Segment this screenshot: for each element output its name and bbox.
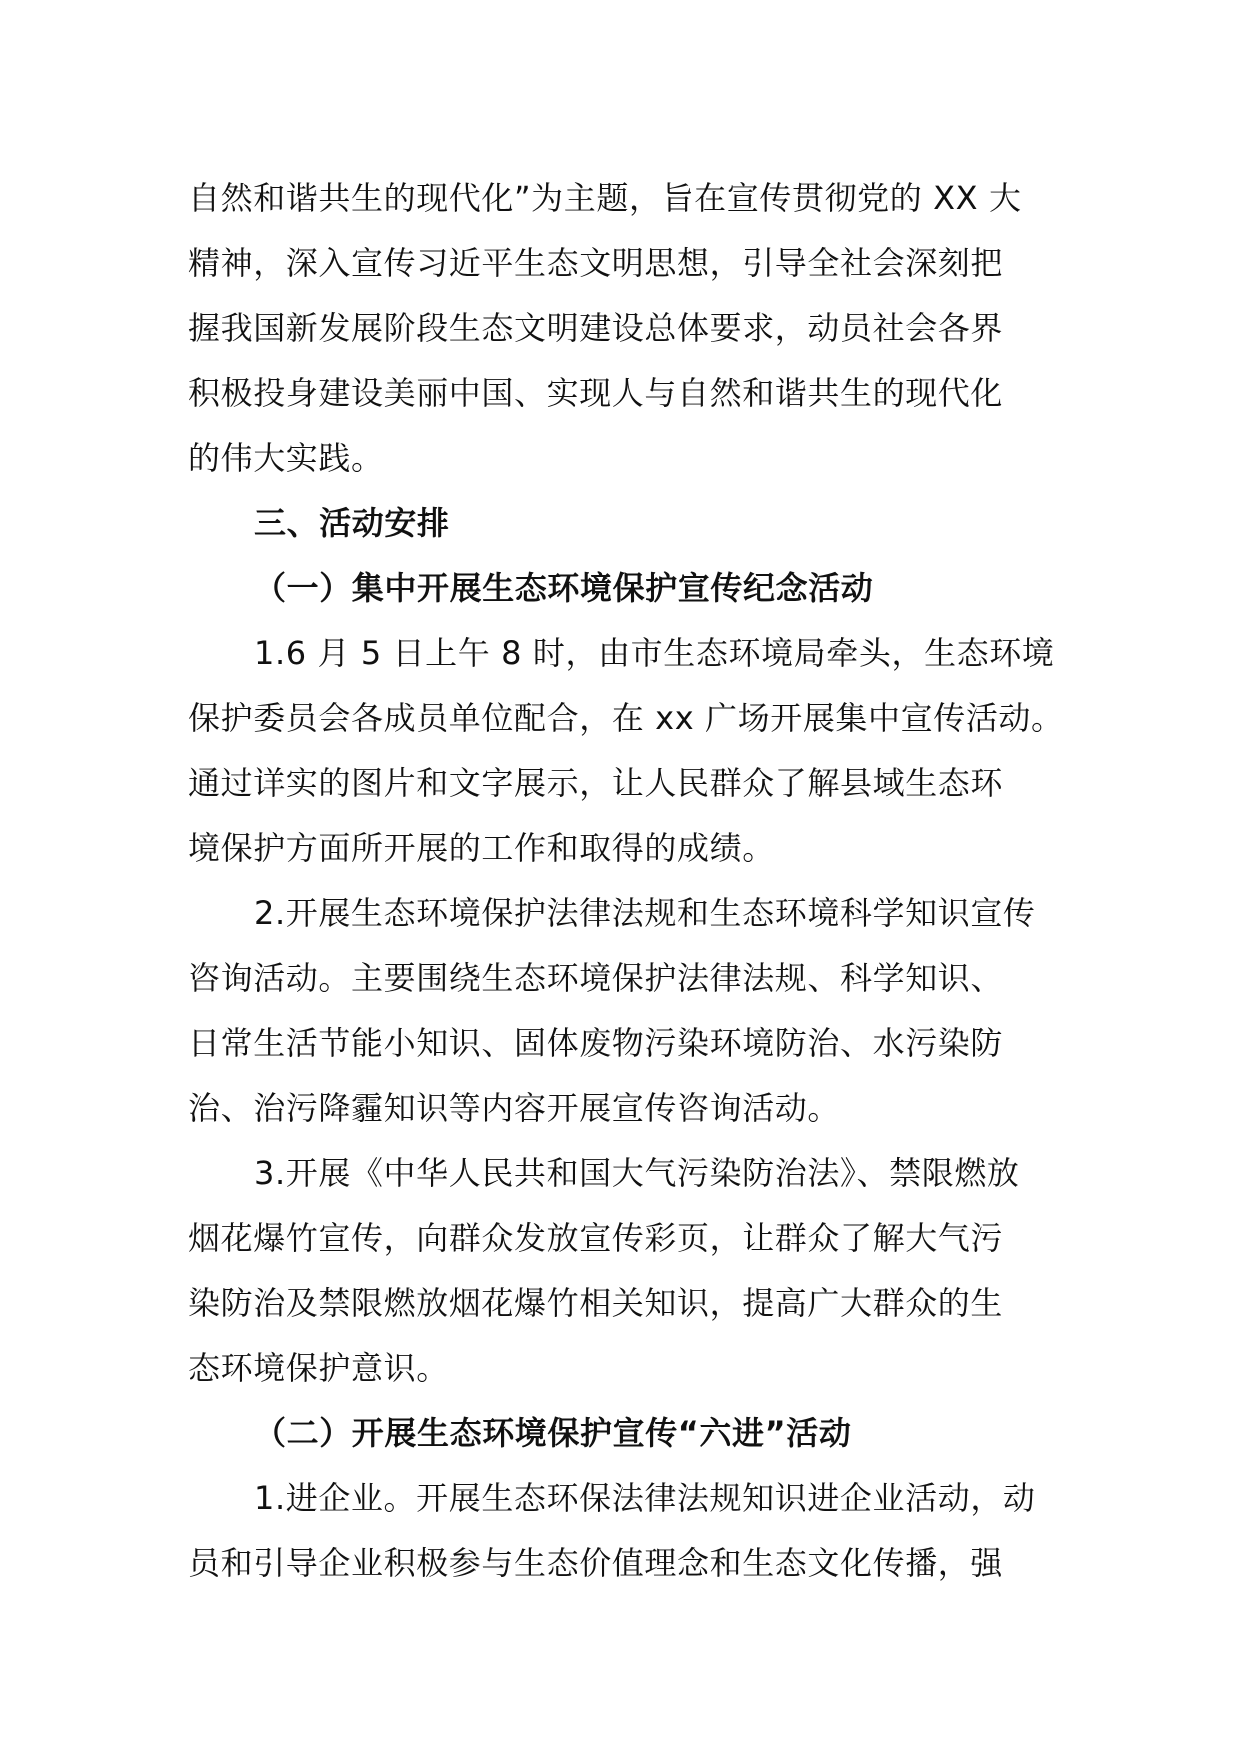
- paragraph-line: 通过详实的图片和文字展示，让人民群众了解县域生态环: [188, 764, 1004, 802]
- paragraph-line: 1.6 月 5 日上午 8 时，由市生态环境局牵头，生态环境: [254, 634, 1055, 672]
- paragraph-line: 1.进企业。开展生态环保法律法规知识进企业活动，动: [254, 1479, 1036, 1517]
- paragraph-line: 咨询活动。主要围绕生态环境保护法律法规、科学知识、: [188, 959, 1004, 997]
- paragraph-line: 2.开展生态环境保护法律法规和生态环境科学知识宣传: [254, 894, 1036, 932]
- paragraph-line: 染防治及禁限燃放烟花爆竹相关知识，提高广大群众的生: [188, 1284, 1004, 1322]
- paragraph-line: 的伟大实践。: [188, 439, 384, 477]
- paragraph-line: 治、治污降霾知识等内容开展宣传咨询活动。: [188, 1089, 841, 1127]
- paragraph-line: 握我国新发展阶段生态文明建设总体要求，动员社会各界: [188, 309, 1004, 347]
- paragraph-line: 积极投身建设美丽中国、实现人与自然和谐共生的现代化: [188, 374, 1004, 412]
- paragraph-line: 日常生活节能小知识、固体废物污染环境防治、水污染防: [188, 1024, 1004, 1062]
- section-heading: （一）集中开展生态环境保护宣传纪念活动: [254, 569, 874, 607]
- paragraph-line: 精神，深入宣传习近平生态文明思想，引导全社会深刻把: [188, 244, 1004, 282]
- paragraph-line: 态环境保护意识。: [188, 1349, 449, 1387]
- paragraph-line: 自然和谐共生的现代化”为主题，旨在宣传贯彻党的 XX 大: [188, 179, 1022, 217]
- paragraph-line: 3.开展《中华人民共和国大气污染防治法》、禁限燃放: [254, 1154, 1020, 1192]
- paragraph-line: 烟花爆竹宣传，向群众发放宣传彩页，让群众了解大气污: [188, 1219, 1004, 1257]
- paragraph-line: 保护委员会各成员单位配合，在 xx 广场开展集中宣传活动。: [188, 699, 1064, 737]
- section-heading: （二）开展生态环境保护宣传“六进”活动: [254, 1414, 852, 1452]
- document-body: [188, 166, 1068, 1596]
- section-heading: 三、活动安排: [254, 504, 450, 542]
- paragraph-line: 员和引导企业积极参与生态价值理念和生态文化传播，强: [188, 1544, 1004, 1582]
- paragraph-line: 境保护方面所开展的工作和取得的成绩。: [188, 829, 775, 867]
